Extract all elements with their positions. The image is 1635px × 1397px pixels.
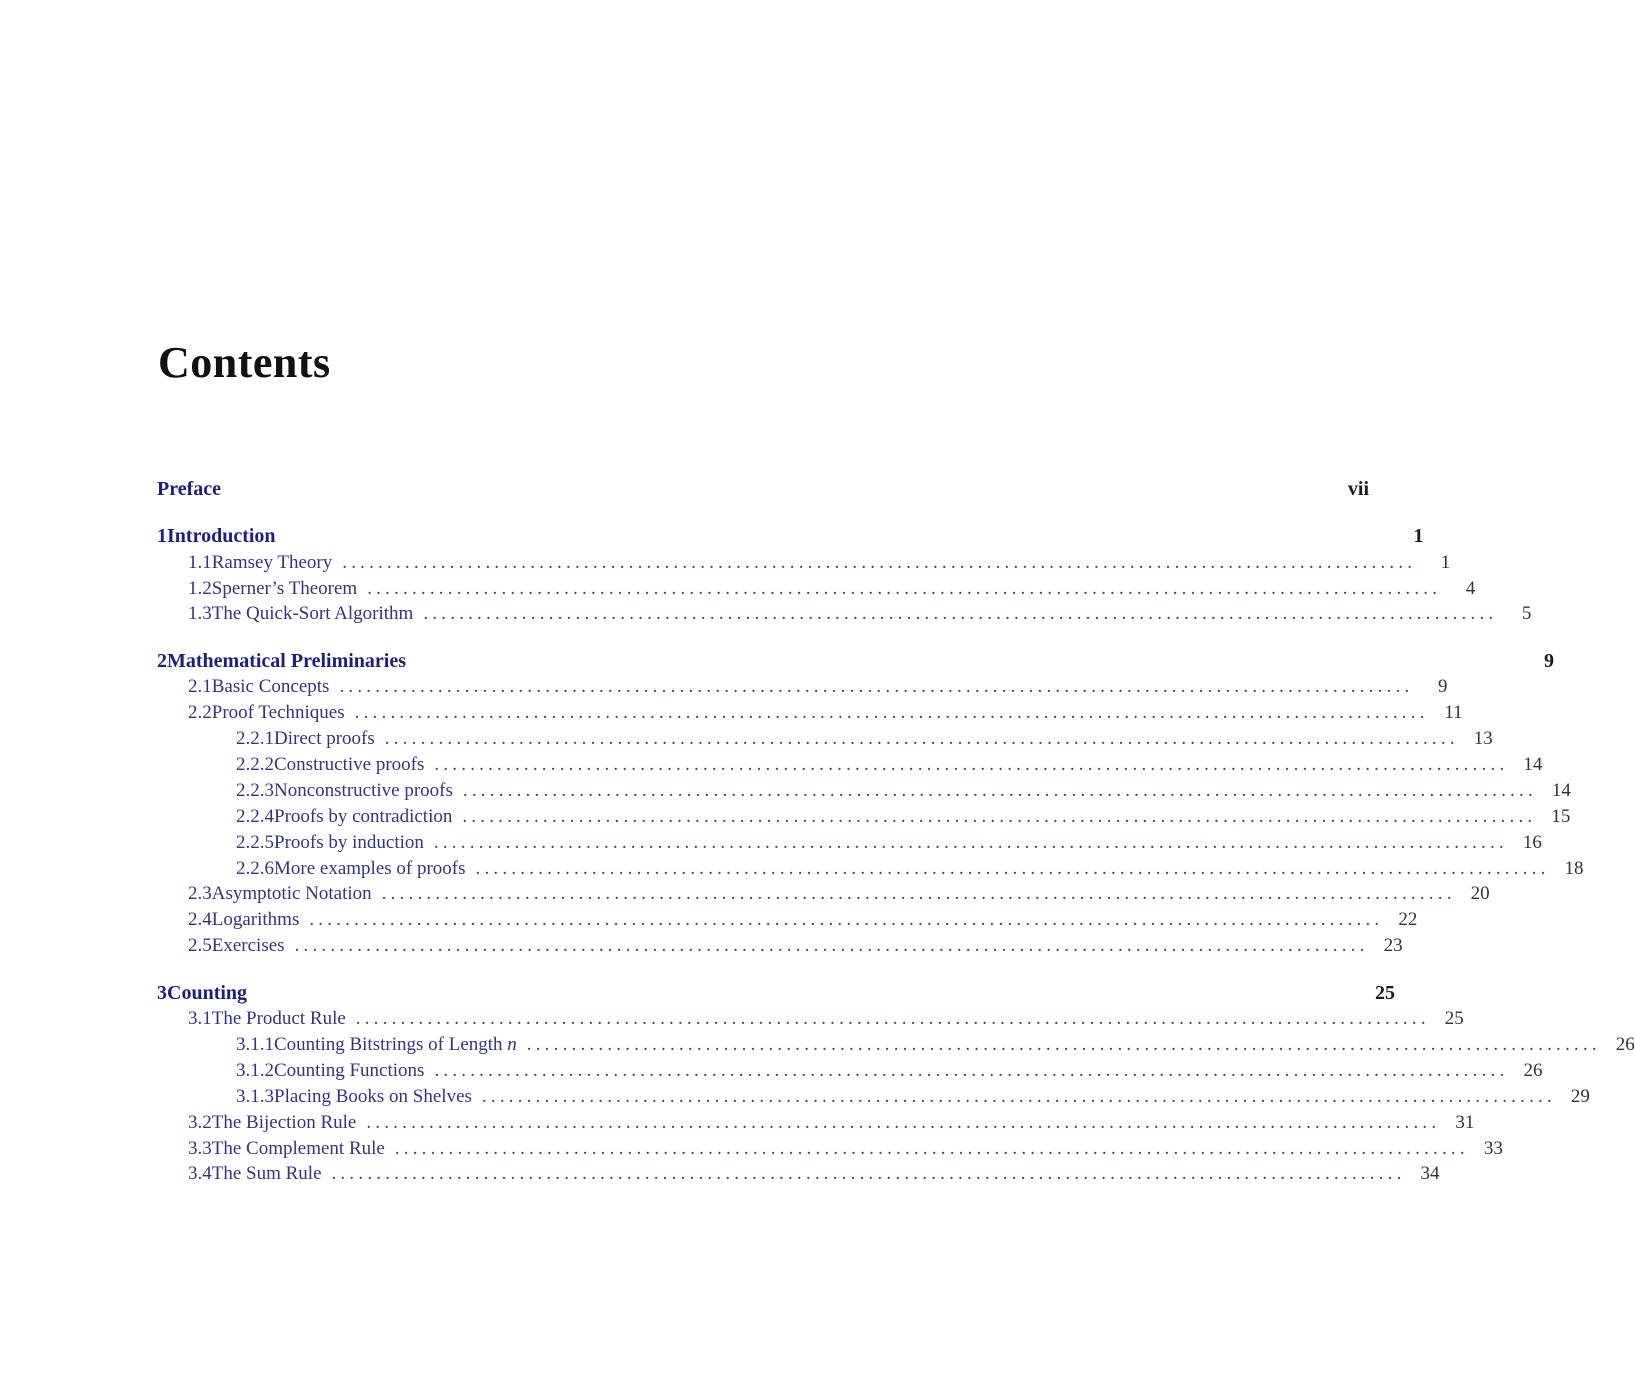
toc-subsection-title: Placing Books on Shelves	[274, 1086, 472, 1107]
toc-section-title: The Quick-Sort Algorithm	[211, 603, 414, 624]
toc-leader: ........................................................................................................................	[462, 780, 1537, 801]
toc-section-title: The Sum Rule	[211, 1163, 322, 1184]
toc-section-2-2[interactable]	[188, 702, 1463, 728]
toc-section-page: 4	[1465, 578, 1476, 599]
toc-section-page: 33	[1483, 1138, 1503, 1159]
toc-leader: ........................................................................................................................	[394, 1138, 1469, 1159]
toc-section-3-2[interactable]	[188, 1112, 1475, 1138]
toc-leader: ........................................................................................................................	[331, 1163, 1406, 1184]
toc-section-number: 3.1	[188, 1008, 212, 1029]
toc-section-number: 2.3	[188, 883, 212, 904]
toc-subsection-title: More examples of proofs	[274, 858, 466, 879]
toc-chapter-page: 9	[1544, 650, 1555, 672]
toc-leader: ........................................................................................................................	[384, 728, 1459, 749]
toc-section-title: The Product Rule	[211, 1008, 346, 1029]
toc-section-title: The Bijection Rule	[211, 1112, 357, 1133]
toc-section-number: 1.1	[188, 552, 212, 573]
toc-leader: ........................................................................................................................	[381, 883, 1456, 904]
toc-section-number: 3.4	[188, 1163, 212, 1184]
toc-subsection-number: 2.2.6	[236, 858, 274, 879]
toc-leader: ........................................................................................................................	[434, 1060, 1509, 1081]
toc-chapter-3[interactable]	[157, 982, 1396, 1008]
toc-section-3-3[interactable]	[188, 1138, 1503, 1164]
toc-leader: ........................................................................................................................	[434, 754, 1509, 775]
toc-section-number: 2.1	[188, 676, 212, 697]
toc-subsection-title: Nonconstructive proofs	[274, 780, 453, 801]
toc-section-number: 1.3	[188, 603, 212, 624]
toc-subsection-page: 29	[1570, 1086, 1590, 1107]
toc-section-1-1[interactable]	[188, 552, 1451, 578]
toc-subsection-number: 2.2.5	[236, 832, 274, 853]
toc-chapter-page: 1	[1413, 525, 1424, 547]
toc-chapter-number: 2	[157, 650, 167, 672]
toc-subsection-title	[274, 1034, 517, 1056]
toc-section-number: 3.3	[188, 1138, 212, 1159]
toc-subsection-title-text: Counting Bitstrings of Length	[274, 1034, 503, 1055]
toc-subsection-number: 3.1.1	[236, 1034, 274, 1055]
toc-chapter-2[interactable]	[157, 650, 1555, 676]
toc-section-title: Proof Techniques	[211, 702, 345, 723]
toc-chapter-title: Mathematical Preliminaries	[167, 650, 407, 672]
toc-entry-preface[interactable]	[157, 478, 1370, 504]
toc-section-number: 3.2	[188, 1112, 212, 1133]
toc-subsection-page: 15	[1551, 806, 1571, 827]
toc-leader: ........................................................................................................................	[481, 1086, 1556, 1107]
toc-section-title: Asymptotic Notation	[211, 883, 372, 904]
toc-subsection-title: Proofs by induction	[274, 832, 424, 853]
toc-leader: ........................................................................................................................	[294, 935, 1369, 956]
math-variable: n	[507, 1034, 517, 1055]
toc-subsection-2-2-3[interactable]	[236, 780, 1571, 806]
toc-chapter-1[interactable]	[157, 525, 1424, 551]
toc-subsection-number: 3.1.2	[236, 1060, 274, 1081]
toc-section-page: 23	[1383, 935, 1403, 956]
toc-section-1-2[interactable]	[188, 578, 1476, 604]
toc-subsection-page: 14	[1551, 780, 1571, 801]
toc-section-3-1[interactable]	[188, 1008, 1464, 1034]
toc-subsection-number: 2.2.4	[236, 806, 274, 827]
toc-entry-title: Preface	[157, 478, 222, 500]
toc-section-number: 2.2	[188, 702, 212, 723]
toc-section-page: 11	[1444, 702, 1463, 723]
toc-section-2-5[interactable]	[188, 935, 1403, 961]
toc-section-page: 25	[1444, 1008, 1464, 1029]
toc-leader: ........................................................................................................................	[355, 1008, 1430, 1029]
toc-leader: ........................................................................................................................	[433, 832, 1508, 853]
toc-section-1-3[interactable]	[188, 603, 1532, 629]
toc-section-2-3[interactable]	[188, 883, 1490, 909]
toc-section-title: Sperner’s Theorem	[211, 578, 358, 599]
toc-subsection-3-1-2[interactable]	[236, 1060, 1543, 1086]
toc-chapter-page: 25	[1375, 982, 1396, 1004]
toc-subsection-page: 14	[1523, 754, 1543, 775]
toc-leader: ........................................................................................................................	[366, 1112, 1441, 1133]
toc-section-number: 1.2	[188, 578, 212, 599]
toc-leader: ........................................................................................................................	[423, 603, 1498, 624]
toc-leader: ........................................................................................................................	[354, 702, 1429, 723]
toc-section-2-4[interactable]	[188, 909, 1418, 935]
toc-subsection-2-2-4[interactable]	[236, 806, 1571, 832]
toc-section-title: Ramsey Theory	[211, 552, 333, 573]
toc-subsection-number: 2.2.3	[236, 780, 274, 801]
toc-subsection-3-1-3[interactable]	[236, 1086, 1590, 1112]
toc-subsection-page: 26	[1523, 1060, 1543, 1081]
toc-subsection-title: Direct proofs	[274, 728, 375, 749]
toc-subsection-page: 16	[1522, 832, 1542, 853]
toc-subsection-3-1-1[interactable]	[236, 1034, 1635, 1060]
toc-entry-page: vii	[1347, 478, 1370, 500]
toc-subsection-number: 2.2.1	[236, 728, 274, 749]
toc-subsection-title: Counting Functions	[274, 1060, 425, 1081]
toc-chapter-title: Introduction	[167, 525, 276, 547]
toc-section-number: 2.5	[188, 935, 212, 956]
toc-section-page: 34	[1420, 1163, 1440, 1184]
page-title: Contents	[158, 338, 331, 387]
toc-subsection-number: 2.2.2	[236, 754, 274, 775]
toc-subsection-page: 13	[1473, 728, 1493, 749]
toc-leader: ........................................................................................................................	[475, 858, 1550, 879]
toc-subsection-2-2-5[interactable]	[236, 832, 1542, 858]
toc-section-title: Basic Concepts	[211, 676, 330, 697]
toc-leader: ........................................................................................................................	[526, 1034, 1601, 1055]
toc-leader: ........................................................................................................................	[339, 676, 1414, 697]
toc-section-title: Exercises	[211, 935, 285, 956]
toc-subsection-number: 3.1.3	[236, 1086, 274, 1107]
toc-subsection-title: Constructive proofs	[274, 754, 425, 775]
toc-subsection-page: 26	[1615, 1034, 1635, 1055]
toc-subsection-2-2-1[interactable]	[236, 728, 1493, 754]
toc-chapter-title: Counting	[167, 982, 248, 1004]
toc-section-number: 2.4	[188, 909, 212, 930]
toc-subsection-page: 18	[1564, 858, 1584, 879]
toc-leader: ........................................................................................................................	[367, 578, 1442, 599]
toc-chapter-number: 1	[157, 525, 167, 547]
toc-section-2-1[interactable]	[188, 676, 1448, 702]
toc-section-title: The Complement Rule	[211, 1138, 385, 1159]
toc-section-page: 5	[1521, 603, 1532, 624]
toc-subsection-2-2-6[interactable]	[236, 858, 1584, 884]
toc-subsection-title: Proofs by contradiction	[274, 806, 453, 827]
toc-subsection-2-2-2[interactable]	[236, 754, 1543, 780]
toc-section-page: 1	[1440, 552, 1451, 573]
toc-leader: ........................................................................................................................	[309, 909, 1384, 930]
toc-section-page: 31	[1455, 1112, 1475, 1133]
toc-section-page: 20	[1470, 883, 1490, 904]
toc-section-page: 22	[1398, 909, 1418, 930]
toc-leader: ........................................................................................................................	[462, 806, 1537, 827]
toc-section-3-4[interactable]	[188, 1163, 1440, 1189]
toc-leader: ........................................................................................................................	[342, 552, 1417, 573]
toc-section-page: 9	[1437, 676, 1448, 697]
toc-chapter-number: 3	[157, 982, 167, 1004]
toc-section-title: Logarithms	[211, 909, 300, 930]
